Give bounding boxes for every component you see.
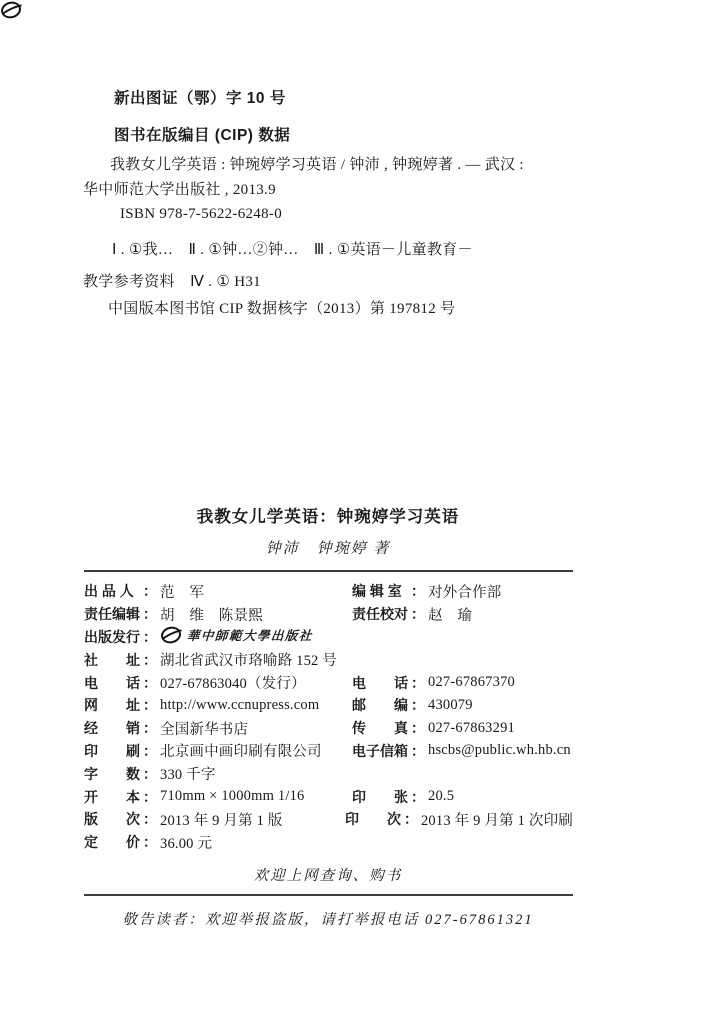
colophon-row: [84, 694, 573, 717]
field-value: http://www.ccnupress.com: [160, 696, 320, 713]
colophon-row: [84, 603, 573, 626]
book-authors: 钟沛 钟琬婷 著: [265, 541, 391, 557]
footer-divider: [84, 894, 573, 896]
colophon-left-cell: [84, 625, 352, 650]
label-colon: ：: [411, 583, 425, 600]
online-purchase-note: 欢迎上网查询、购书: [253, 868, 403, 884]
field-value: 027-67863040（发行）: [160, 676, 306, 693]
label-colon: ：: [143, 606, 157, 623]
publisher-swoosh-icon: [160, 625, 183, 645]
field-value: 胡 维 陈景熙: [160, 607, 263, 624]
field-value: 027-67867370: [428, 674, 515, 691]
field-label: 传 真: [352, 720, 408, 737]
field-value: [160, 625, 313, 650]
colophon-left-cell: [84, 787, 352, 807]
colophon-left-cell: [84, 809, 345, 830]
label-colon: ：: [143, 720, 157, 737]
label-colon: ：: [143, 583, 157, 600]
colophon-row: [84, 762, 573, 785]
field-label: 开 本: [84, 788, 140, 805]
colophon-left-cell: [84, 672, 352, 693]
field-value: 2013 年 9 月第 1 次印刷: [420, 812, 573, 829]
field-label: 版 次: [84, 811, 140, 828]
field-value: hscbs@public.wh.hb.cn: [428, 742, 571, 759]
colophon-left-cell: [84, 695, 352, 715]
field-value: 赵 瑜: [428, 607, 473, 624]
colophon-row: [84, 626, 573, 649]
field-label: 出 品 人: [84, 583, 134, 600]
label-colon: ：: [143, 834, 157, 851]
label-colon: ：: [143, 629, 157, 645]
label-colon: ：: [143, 765, 157, 782]
colophon-right-cell: [352, 787, 573, 807]
colophon-row: [84, 717, 573, 740]
colophon-left-cell: [84, 581, 352, 602]
field-value: 330 千字: [160, 767, 216, 784]
label-colon: ：: [143, 788, 157, 805]
anti-piracy-note: 敬告读者：欢迎举报盗版，请打举报电话 027-67861321: [122, 912, 534, 928]
classification-line2: 教学参考资料 Ⅳ . ① H31: [83, 274, 261, 290]
field-label: 印 张: [352, 788, 408, 805]
field-label: 电 话: [352, 674, 408, 691]
cip-description-line2: 华中师范大学出版社 , 2013.9: [83, 182, 276, 198]
label-colon: ：: [411, 742, 425, 759]
field-label: 电子信箱: [352, 742, 408, 759]
label-colon: ：: [143, 674, 157, 691]
cip-heading: 图书在版编目 (CIP) 数据: [114, 127, 291, 144]
registration-line: 新出图证（鄂）字 10 号: [114, 90, 286, 107]
colophon-row: [84, 831, 573, 854]
colophon-right-cell: [345, 809, 573, 830]
colophon-left-cell: [84, 649, 352, 670]
label-colon: ：: [411, 788, 425, 805]
label-colon: ：: [403, 811, 418, 828]
colophon-right-cell: [352, 741, 573, 761]
colophon-right-cell: [352, 604, 573, 625]
colophon-right-cell: [352, 673, 573, 693]
field-value: 710mm × 1000mm 1/16: [160, 788, 305, 805]
label-colon: ：: [143, 651, 157, 668]
field-value: 北京画中画印刷有限公司: [160, 744, 322, 761]
field-label: 定 价: [84, 834, 140, 851]
publisher-logo-text: 華中師範大學出版社: [186, 628, 314, 643]
colophon-row: [84, 580, 573, 603]
label-colon: ：: [411, 720, 425, 737]
field-label: 经 销: [84, 720, 140, 737]
field-label: 出版发行: [84, 629, 140, 645]
colophon-left-cell: [84, 832, 352, 853]
cip-description-line1: 我教女儿学英语 : 钟琬婷学习英语 / 钟沛 , 钟琬婷著 . — 武汉 :: [110, 157, 524, 173]
colophon-row: [84, 785, 573, 808]
field-value: 36.00 元: [160, 835, 213, 852]
colophon-right-cell: [352, 718, 573, 738]
field-label: 责任校对: [352, 606, 408, 623]
field-label: 印 次: [344, 811, 401, 828]
colophon-left-cell: [84, 604, 352, 625]
field-value: 430079: [428, 696, 473, 713]
classification-line1: Ⅰ . ①我… Ⅱ . ①钟…②钟… Ⅲ . ①英语－儿童教育－: [112, 242, 473, 258]
colophon-table: [84, 570, 573, 854]
field-value: 20.5: [428, 788, 455, 805]
field-value: 湖北省武汉市珞喻路 152 号: [160, 653, 337, 670]
field-value: 2013 年 9 月第 1 版: [160, 812, 283, 829]
label-colon: ：: [411, 697, 425, 714]
book-title: 我教女儿学英语：钟琬婷学习英语: [196, 508, 460, 526]
field-value: 对外合作部: [428, 584, 502, 601]
colophon-left-cell: [84, 718, 352, 739]
label-colon: ：: [411, 674, 425, 691]
field-label: 社 址: [84, 651, 140, 668]
colophon-row: [84, 808, 573, 831]
isbn-line: ISBN 978-7-5622-6248-0: [120, 206, 283, 222]
colophon-left-cell: [84, 763, 352, 784]
field-value: 027-67863291: [428, 719, 515, 736]
field-label: 邮 编: [352, 697, 408, 714]
field-label: 网 址: [84, 697, 140, 714]
publisher-swoosh-icon: [0, 0, 23, 20]
publisher-logo: [160, 625, 313, 645]
cip-record-line: 中国版本图书馆 CIP 数据核字（2013）第 197812 号: [108, 301, 456, 317]
publisher-logo: [0, 0, 27, 20]
colophon-row: [84, 671, 573, 694]
label-colon: ：: [143, 742, 157, 759]
colophon-right-cell: [352, 581, 573, 602]
colophon-right-cell: [352, 695, 573, 715]
field-label: 责任编辑: [84, 606, 140, 623]
field-label: 印 刷: [84, 742, 140, 759]
colophon-row: [84, 740, 573, 763]
field-label: 编 辑 室: [352, 583, 402, 600]
field-value: 范 军: [160, 584, 205, 601]
label-colon: ：: [143, 811, 157, 828]
colophon-left-cell: [84, 740, 352, 761]
label-colon: ：: [143, 697, 157, 714]
field-label: 电 话: [84, 674, 140, 691]
label-colon: ：: [411, 606, 425, 623]
field-value: 全国新华书店: [160, 721, 249, 738]
colophon-row: [84, 648, 573, 671]
field-label: 字 数: [84, 765, 140, 782]
